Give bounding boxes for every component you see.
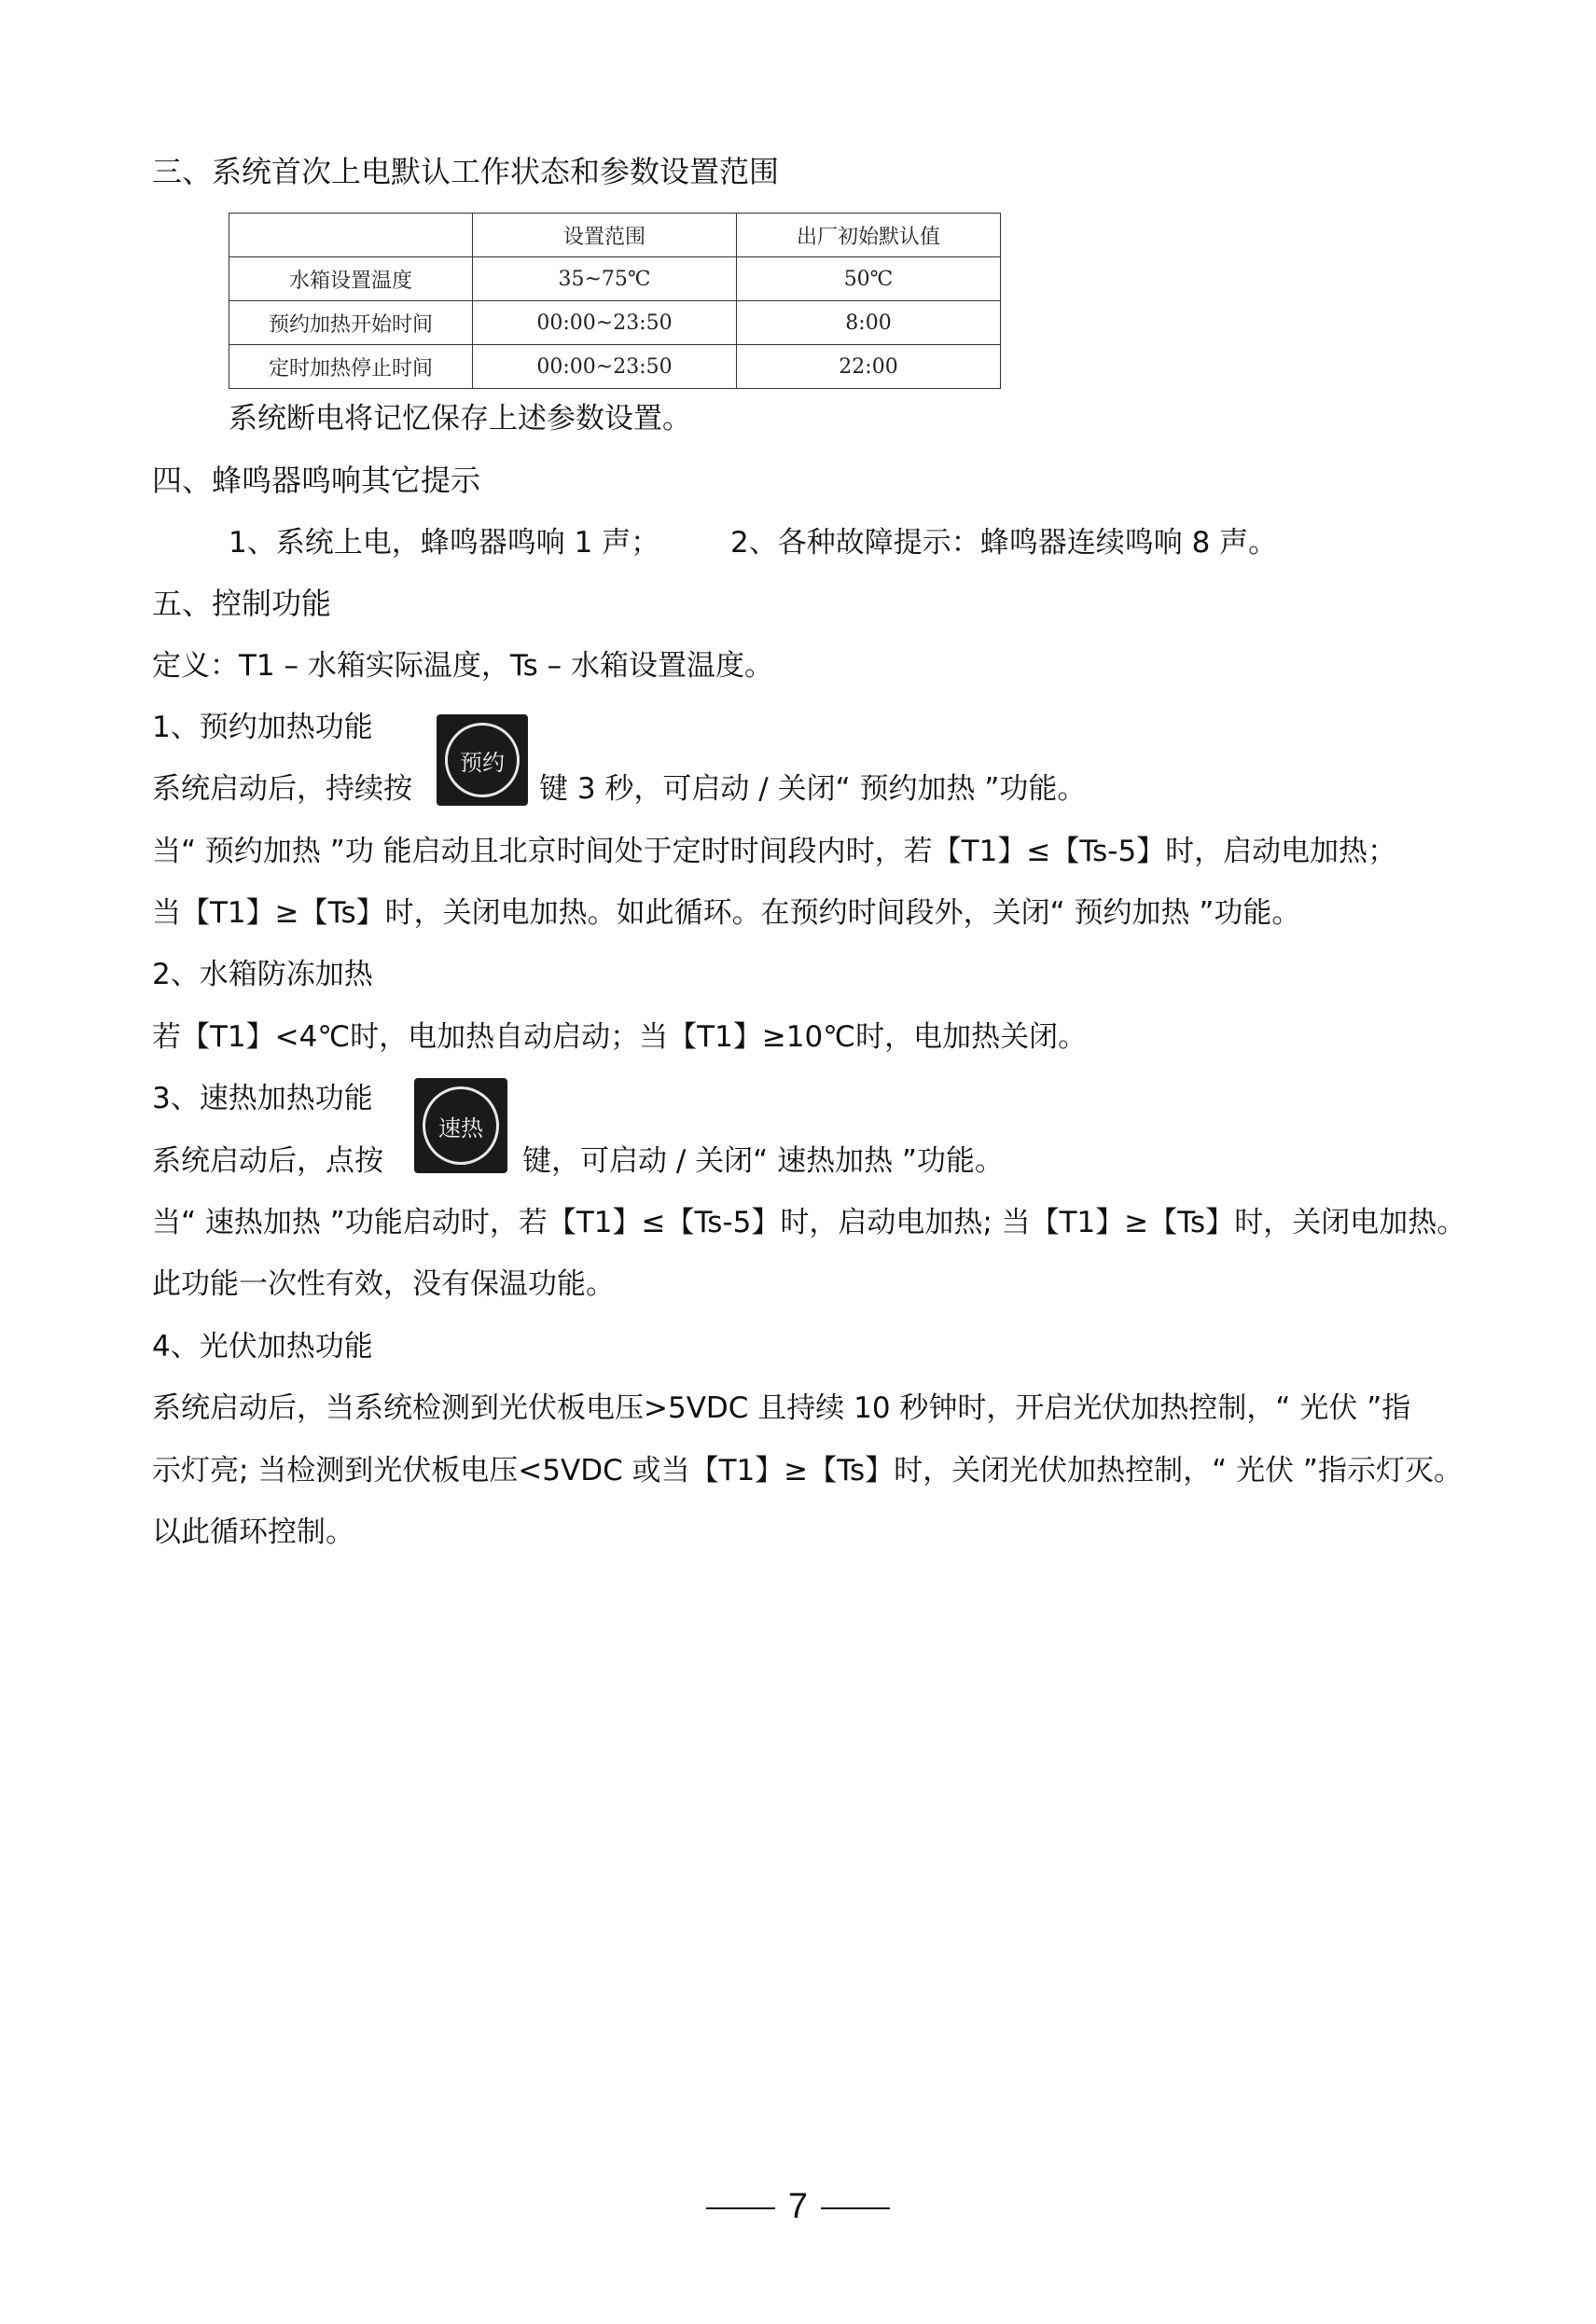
f4-line3: 以此循环控制。 [152,1515,354,1549]
section5-title: 五、控制功能 [152,586,332,621]
reserve-key-label: 预约 [445,723,520,797]
table-cell: 22:00 [737,345,1001,389]
footer-dash-right [821,2207,890,2209]
f4-title: 4、光伏加热功能 [152,1330,373,1363]
definition-text: 定义：T1 – 水箱实际温度，Ts – 水箱设置温度。 [152,649,774,683]
f3-line2: 当“ 速热加热 ”功能启动时，若【T1】≤【Ts-5】时，启动电加热; 当【T1】≥【Ts】时，关闭电加热。 [152,1206,1466,1239]
f2-line1: 若【T1】<4℃时，电加热自动启动；当【T1】≥10℃时，电加热关闭。 [152,1020,1088,1054]
f3-line1-post: 键，可启动 / 关闭“ 速热加热 ”功能。 [522,1144,1004,1178]
quick-heat-key-icon [414,1078,507,1173]
table-row [229,345,1001,389]
section4-title: 四、蜂鸣器鸣响其它提示 [152,463,481,498]
table-header-cell: 设置范围 [473,214,737,257]
f1-line2: 当“ 预约加热 ”功 能启动且北京时间处于定时时间段内时，若【T1】≤【Ts-5】时，启动电加热； [152,835,1397,868]
table-cell: 00:00~23:50 [473,345,737,389]
f3-title: 3、速热加热功能 [152,1082,373,1115]
table-cell: 50℃ [737,257,1001,301]
section3-title: 三、系统首次上电默认工作状态和参数设置范围 [152,154,780,189]
table-row [229,301,1001,345]
table-header-cell [229,214,473,257]
section4-item2: 2、各种故障提示：蜂鸣器连续鸣响 8 声。 [730,526,1278,560]
table-cell: 定时加热停止时间 [229,345,473,389]
table-row [229,257,1001,301]
table-cell: 预约加热开始时间 [229,301,473,345]
f3-line3: 此功能一次性有效，没有保温功能。 [152,1267,615,1301]
section4-item1: 1、系统上电，蜂鸣器鸣响 1 声； [229,526,660,560]
table-header-row [229,214,1001,257]
table-cell: 00:00~23:50 [473,301,737,345]
footer-dash-left [706,2207,775,2209]
table-cell: 水箱设置温度 [229,257,473,301]
page-number: 7 [787,2187,809,2226]
table-header-cell: 出厂初始默认值 [737,214,1001,257]
table-cell: 35~75℃ [473,257,737,301]
f1-title: 1、预约加热功能 [152,711,373,744]
page-number-footer [0,2186,1596,2227]
section3-note: 系统断电将记忆保存上述参数设置。 [229,402,691,436]
f1-line3: 当【T1】≥【Ts】时，关闭电加热。如此循环。在预约时间段外，关闭“ 预约加热 ”功能。 [152,896,1301,930]
f1-line1-pre: 系统启动后，持续按 [152,772,412,806]
f4-line1: 系统启动后，当系统检测到光伏板电压>5VDC 且持续 10 秒钟时，开启光伏加热控制，“ 光伏 ”指 [152,1391,1411,1425]
reserve-key-icon [437,714,528,806]
f4-line2: 示灯亮; 当检测到光伏板电压<5VDC 或当【T1】≥【Ts】时，关闭光伏加热控制，“ 光伏 ”指示灯灭。 [152,1454,1463,1487]
f2-title: 2、水箱防冻加热 [152,958,373,991]
f3-line1-pre: 系统启动后，点按 [152,1144,383,1178]
quick-heat-key-label: 速热 [423,1086,499,1165]
table-cell: 8:00 [737,301,1001,345]
f1-line1-post: 键 3 秒，可启动 / 关闭“ 预约加热 ”功能。 [539,772,1087,806]
default-settings-table [229,213,1001,389]
